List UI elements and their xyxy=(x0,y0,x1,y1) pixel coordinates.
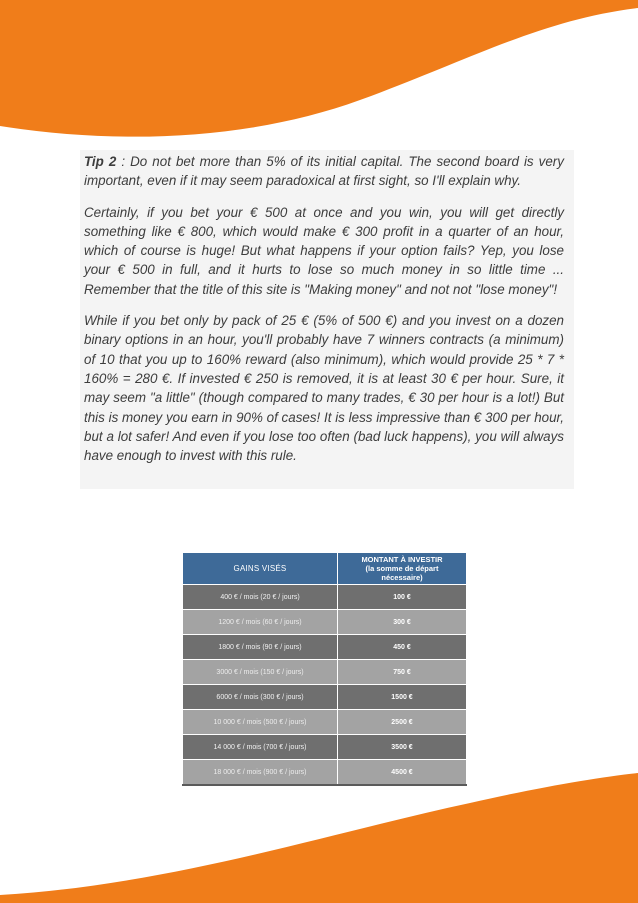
gain-cell: 400 € / mois (20 € / jours) xyxy=(183,585,338,610)
gain-cell: 18 000 € / mois (900 € / jours) xyxy=(183,760,338,786)
header-gains: GAINS VISÉS xyxy=(183,553,338,585)
header-amount-line3: nécessaire) xyxy=(381,573,423,582)
text-content xyxy=(80,150,574,489)
tip-text: : Do not bet more than 5% of its initial capital. The second board is very important, even if it may seem paradoxical at first sight, so I'll explain why. xyxy=(84,154,564,189)
table-row xyxy=(183,610,467,635)
table-row xyxy=(183,710,467,735)
gain-cell: 1200 € / mois (60 € / jours) xyxy=(183,610,338,635)
amount-cell: 3500 € xyxy=(338,735,467,760)
orange-wave-top xyxy=(0,0,638,170)
gain-cell: 3000 € / mois (150 € / jours) xyxy=(183,660,338,685)
investment-table xyxy=(182,552,467,786)
amount-cell: 2500 € xyxy=(338,710,467,735)
table-row xyxy=(183,585,467,610)
amount-cell: 1500 € xyxy=(338,685,467,710)
amount-cell: 450 € xyxy=(338,635,467,660)
table-row xyxy=(183,685,467,710)
amount-cell: 750 € xyxy=(338,660,467,685)
tip-label: Tip 2 xyxy=(84,154,117,169)
table-row xyxy=(183,635,467,660)
amount-cell: 100 € xyxy=(338,585,467,610)
amount-cell: 4500 € xyxy=(338,760,467,786)
header-amount-line1: MONTANT À INVESTIR xyxy=(361,555,443,564)
gain-cell: 10 000 € / mois (500 € / jours) xyxy=(183,710,338,735)
header-amount-line2: (la somme de départ xyxy=(365,564,439,573)
gain-cell: 14 000 € / mois (700 € / jours) xyxy=(183,735,338,760)
gain-cell: 1800 € / mois (90 € / jours) xyxy=(183,635,338,660)
table-header-row xyxy=(183,553,467,585)
table-row xyxy=(183,660,467,685)
amount-cell: 300 € xyxy=(338,610,467,635)
gain-cell: 6000 € / mois (300 € / jours) xyxy=(183,685,338,710)
paragraph-while: While if you bet only by pack of 25 € (5% of 500 €) and you invest on a dozen binary options in an hour, you'll probably have 7 winners contracts (a minimum) of 10 that you up to 160% reward (also minimum), which would provide 25 * 7 * 160% = 280 €. If invested € 250 is removed, it is at least 30 € per hour. Sure, it may seem "a little" (though compared to many trades, € 30 per hour is a lot!) But this is money you earn in 90% of cases! It is less impressive than € 300 per hour, but a lot safer! And even if you lose too often (bad luck happens), you will always have enough to invest with this rule. xyxy=(84,313,564,464)
header-amount xyxy=(338,553,467,585)
paragraph-certainly: Certainly, if you bet your € 500 at once and you win, you will get directly something like € 800, which would make € 300 profit in a quarter of an hour, which of course is huge! But what happens if your option fails? Yep, you lose your € 500 in full, and it hurts to lose so much money in so little time ... Remember that the title of this site is "Making money" and not not "lose money"! xyxy=(84,204,564,297)
paragraph-tip xyxy=(84,152,564,191)
table-row xyxy=(183,735,467,760)
orange-wave-bottom xyxy=(0,763,638,903)
